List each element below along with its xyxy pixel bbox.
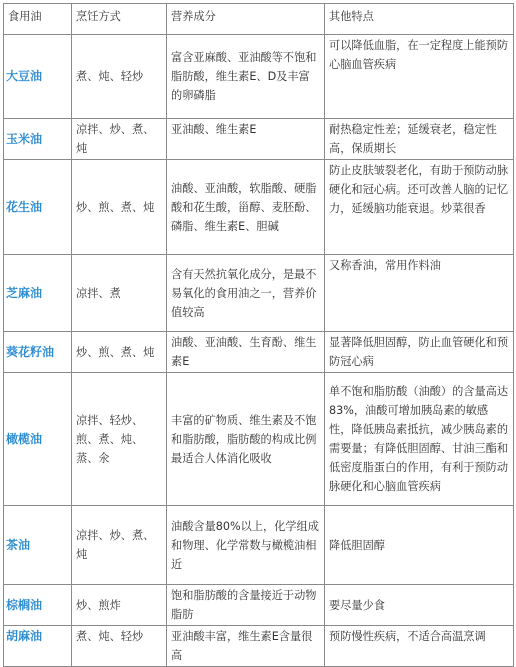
features: 可以降低血脂，在一定程度上能预防心脑血管疾病	[325, 35, 514, 119]
cooking-method: 炒、煎、煮、炖	[72, 160, 167, 255]
nutrition: 油酸、亚油酸、生育酚、维生素E	[167, 332, 325, 373]
nutrition: 亚油酸丰富，维生素E含量很高	[167, 626, 325, 667]
oil-name: 花生油	[4, 160, 72, 255]
cooking-method: 凉拌、轻炒、煎、煮、炖、蒸、氽	[72, 373, 167, 506]
cooking-method: 炒、煎、煮、炖	[72, 332, 167, 373]
nutrition: 油酸含量80%以上，化学组成和物理、化学常数与橄榄油相近	[167, 506, 325, 585]
header-oil: 食用油	[4, 4, 72, 35]
features: 单不饱和脂肪酸（油酸）的含量高达83%，油酸可增加胰岛素的敏感性，降低胰岛素抵抗，减少胰岛素的需要量；有降低胆固醇、甘油三酯和低密度脂蛋白的作用，有利于预防动脉硬化和心脑血管疾病	[325, 373, 514, 506]
nutrition: 亚油酸、维生素E	[167, 119, 325, 160]
cooking-method: 炒、煎炸	[72, 585, 167, 626]
table-row	[4, 373, 514, 506]
oil-name: 大豆油	[4, 35, 72, 119]
oil-name: 茶油	[4, 506, 72, 585]
oil-name: 橄榄油	[4, 373, 72, 506]
nutrition: 饱和脂肪酸的含量接近于动物脂肪	[167, 585, 325, 626]
features: 要尽量少食	[325, 585, 514, 626]
nutrition: 油酸、亚油酸，软脂酸、硬脂酸和花生酸，甾醇、麦胚酚、磷脂、维生素E、胆碱	[167, 160, 325, 255]
nutrition: 富含亚麻酸、亚油酸等不饱和脂肪酸，维生素E、D及丰富的卵磷脂	[167, 35, 325, 119]
oil-name: 玉米油	[4, 119, 72, 160]
oil-name: 芝麻油	[4, 255, 72, 332]
cooking-method: 凉拌、煮	[72, 255, 167, 332]
table-header-row	[4, 4, 514, 35]
table-row	[4, 332, 514, 373]
features: 耐热稳定性差；延缓衰老，稳定性高，保质期长	[325, 119, 514, 160]
features: 降低胆固醇	[325, 506, 514, 585]
cooking-method: 煮、炖、轻炒	[72, 626, 167, 667]
edible-oil-table	[3, 3, 514, 667]
header-features: 其他特点	[325, 4, 514, 35]
features: 防止皮肤皱裂老化，有助于预防动脉硬化和冠心病。还可改善人脑的记忆力，延缓脑功能衰退。炒菜很香	[325, 160, 514, 255]
cooking-method: 凉拌、炒、煮、炖	[72, 119, 167, 160]
table-row	[4, 585, 514, 626]
table-row	[4, 255, 514, 332]
nutrition: 丰富的矿物质、维生素及不饱和脂肪酸，脂肪酸的构成比例最适合人体消化吸收	[167, 373, 325, 506]
table-row	[4, 626, 514, 667]
nutrition: 含有天然抗氧化成分，是最不易氧化的食用油之一，营养价值较高	[167, 255, 325, 332]
cooking-method: 凉拌、炒、煮、炖	[72, 506, 167, 585]
oil-name: 胡麻油	[4, 626, 72, 667]
oil-name: 棕榈油	[4, 585, 72, 626]
oil-name: 葵花籽油	[4, 332, 72, 373]
table-row	[4, 35, 514, 119]
table-row	[4, 506, 514, 585]
cooking-method: 煮、炖、轻炒	[72, 35, 167, 119]
table-row	[4, 119, 514, 160]
header-cooking: 烹饪方式	[72, 4, 167, 35]
features: 显著降低胆固醇，防止血管硬化和预防冠心病	[325, 332, 514, 373]
table-row	[4, 160, 514, 255]
features: 又称香油，常用作料油	[325, 255, 514, 332]
header-nutrition: 营养成分	[167, 4, 325, 35]
features: 预防慢性疾病，不适合高温烹调	[325, 626, 514, 667]
